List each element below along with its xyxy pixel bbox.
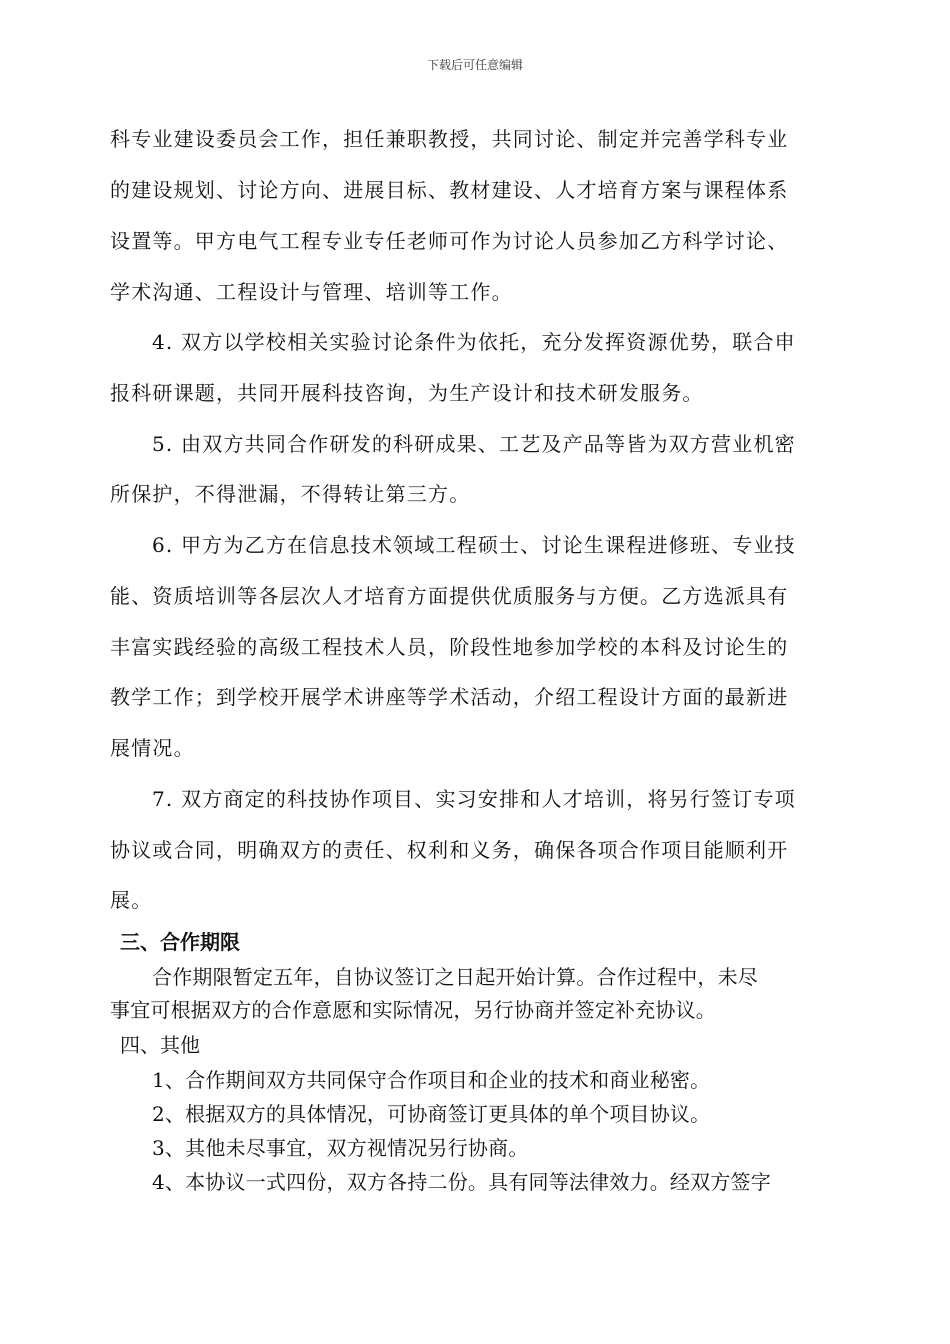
- other-item-line: 4、本协议一式四份，双方各持二份。具有同等法律效力。经双方签字: [152, 1170, 771, 1194]
- paragraph-line: 科专业建设委员会工作，担任兼职教授，共同讨论、制定并完善学科专业: [110, 127, 789, 151]
- item-5-line: 5. 由双方共同合作研发的科研成果、工艺及产品等皆为双方营业机密: [152, 432, 796, 456]
- paragraph-line: 能、资质培训等各层次人才培育方面提供优质服务与方便。乙方选派具有: [110, 584, 789, 608]
- paragraph-line: 丰富实践经验的高级工程技术人员，阶段性地参加学校的本科及讨论生的: [110, 635, 789, 659]
- paragraph-line: 设置等。甲方电气工程专业专任老师可作为讨论人员参加乙方科学讨论、: [110, 229, 789, 253]
- other-item-line: 2、根据双方的具体情况，可协商签订更具体的单个项目协议。: [152, 1102, 711, 1126]
- paragraph-line: 展情况。: [110, 736, 195, 760]
- paragraph-line: 的建设规划、讨论方向、进展目标、教材建设、人才培育方案与课程体系: [110, 178, 789, 202]
- paragraph-line: 报科研课题，共同开展科技咨询，为生产设计和技术研发服务。: [110, 381, 704, 405]
- paragraph-line: 所保护，不得泄漏，不得转让第三方。: [110, 482, 471, 506]
- other-item-line: 3、其他未尽事宜，双方视情况另行协商。: [152, 1136, 529, 1160]
- page-header: 下载后可任意编辑: [426, 58, 523, 72]
- paragraph-line: 协议或合同，明确双方的责任、权利和义务，确保各项合作项目能顺利开: [110, 838, 789, 862]
- paragraph-line: 学术沟通、工程设计与管理、培训等工作。: [110, 280, 513, 304]
- item-4-line: 4. 双方以学校相关实验讨论条件为依托，充分发挥资源优势，联合申: [152, 330, 796, 354]
- other-item-line: 1、合作期间双方共同保守合作项目和企业的技术和商业秘密。: [152, 1068, 711, 1092]
- paragraph-line: 教学工作；到学校开展学术讲座等学术活动，介绍工程设计方面的最新进: [110, 685, 789, 709]
- term-paragraph-line: 事宜可根据双方的合作意愿和实际情况，另行协商并签定补充协议。: [110, 998, 716, 1022]
- item-6-line: 6. 甲方为乙方在信息技术领域工程硕士、讨论生课程进修班、专业技: [152, 533, 796, 557]
- paragraph-line: 展。: [110, 888, 153, 912]
- item-7-line: 7. 双方商定的科技协作项目、实习安排和人才培训，将另行签订专项: [152, 787, 796, 811]
- section-heading-other: 四、其他: [120, 1033, 200, 1057]
- term-paragraph-line: 合作期限暂定五年，自协议签订之日起开始计算。合作过程中，未尽: [152, 965, 758, 989]
- section-heading-term: 三、合作期限: [120, 930, 240, 954]
